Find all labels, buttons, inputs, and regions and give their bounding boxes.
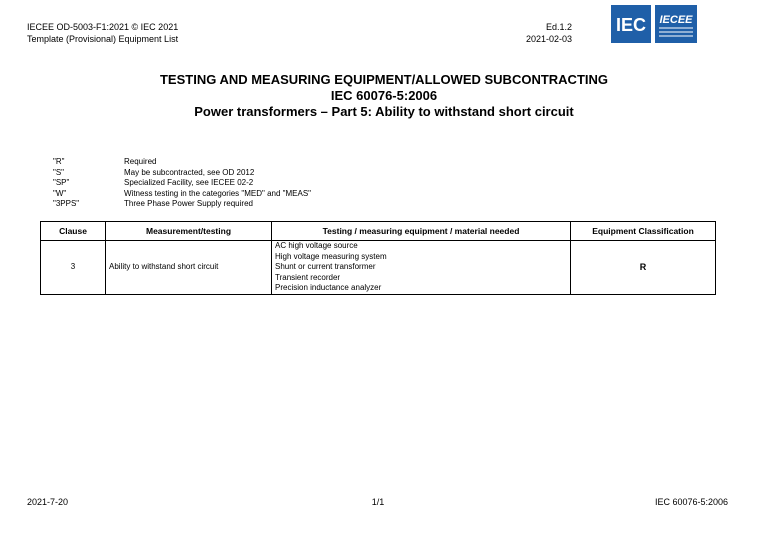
document-header-left [27, 21, 178, 45]
issue-date: 2021-02-03 [525, 34, 572, 44]
legend-code: "SP" [53, 178, 70, 187]
legend-desc: Required [124, 157, 157, 166]
legend-desc: Three Phase Power Supply required [124, 199, 253, 208]
legend-row [53, 189, 311, 200]
legend-row [53, 178, 311, 189]
title-line-1: TESTING AND MEASURING EQUIPMENT/ALLOWED SUBCONTRACTING [159, 72, 608, 87]
header-measurement: Measurement/testing [106, 222, 272, 241]
legend-code: "S" [53, 167, 65, 177]
logo-iecee-text: IECEE [659, 14, 693, 26]
classification-legend [53, 157, 311, 210]
legend-desc: Specialized Facility, see IECEE 02-2 [124, 178, 254, 187]
cell-measurement: Ability to withstand short circuit [106, 241, 272, 295]
header-clause: Clause [41, 222, 106, 241]
equipment-item: Transient recorder [275, 272, 341, 282]
title-standard: IEC 60076-5:2006 [330, 88, 438, 103]
footer-page-number: 1/1 [371, 497, 385, 507]
equipment-table [40, 221, 716, 295]
title-subject: Power transformers – Part 5: Ability to withstand short circuit [194, 104, 574, 119]
legend-code: "3PPS" [53, 199, 80, 208]
legend-row [53, 199, 311, 210]
cell-clause: 3 [41, 241, 106, 295]
equipment-item: AC high voltage source [275, 241, 358, 251]
cell-classification: R [571, 241, 716, 295]
header-equipment: Testing / measuring equipment / material needed [272, 222, 571, 241]
legend-desc: May be subcontracted, see OD 2012 [124, 167, 255, 177]
document-type: Template (Provisional) Equipment List [27, 34, 179, 44]
logo-iec-text: IEC [615, 15, 647, 35]
footer-standard: IEC 60076-5:2006 [654, 497, 728, 507]
legend-row [53, 157, 311, 168]
document-header-right [505, 21, 572, 45]
legend-desc: Witness testing in the categories "MED" and "MEAS" [124, 188, 311, 198]
document-id: IECEE OD-5003-F1:2021 © IEC 2021 [27, 22, 179, 32]
document-title [0, 72, 768, 120]
equipment-item: High voltage measuring system [275, 251, 387, 261]
legend-code: "W" [53, 188, 67, 198]
equipment-item: Shunt or current transformer [275, 262, 376, 272]
equipment-item: Precision inductance analyzer [275, 283, 382, 293]
footer-date: 2021-7-20 [27, 497, 69, 507]
legend-row [53, 168, 311, 179]
edition: Ed.1.2 [545, 22, 572, 32]
table-header-row [41, 222, 716, 241]
table-row [41, 241, 716, 295]
cell-equipment [272, 241, 571, 295]
header-classification: Equipment Classification [571, 222, 716, 241]
legend-code: "R" [53, 157, 65, 166]
iec-iecee-logo [611, 5, 703, 45]
